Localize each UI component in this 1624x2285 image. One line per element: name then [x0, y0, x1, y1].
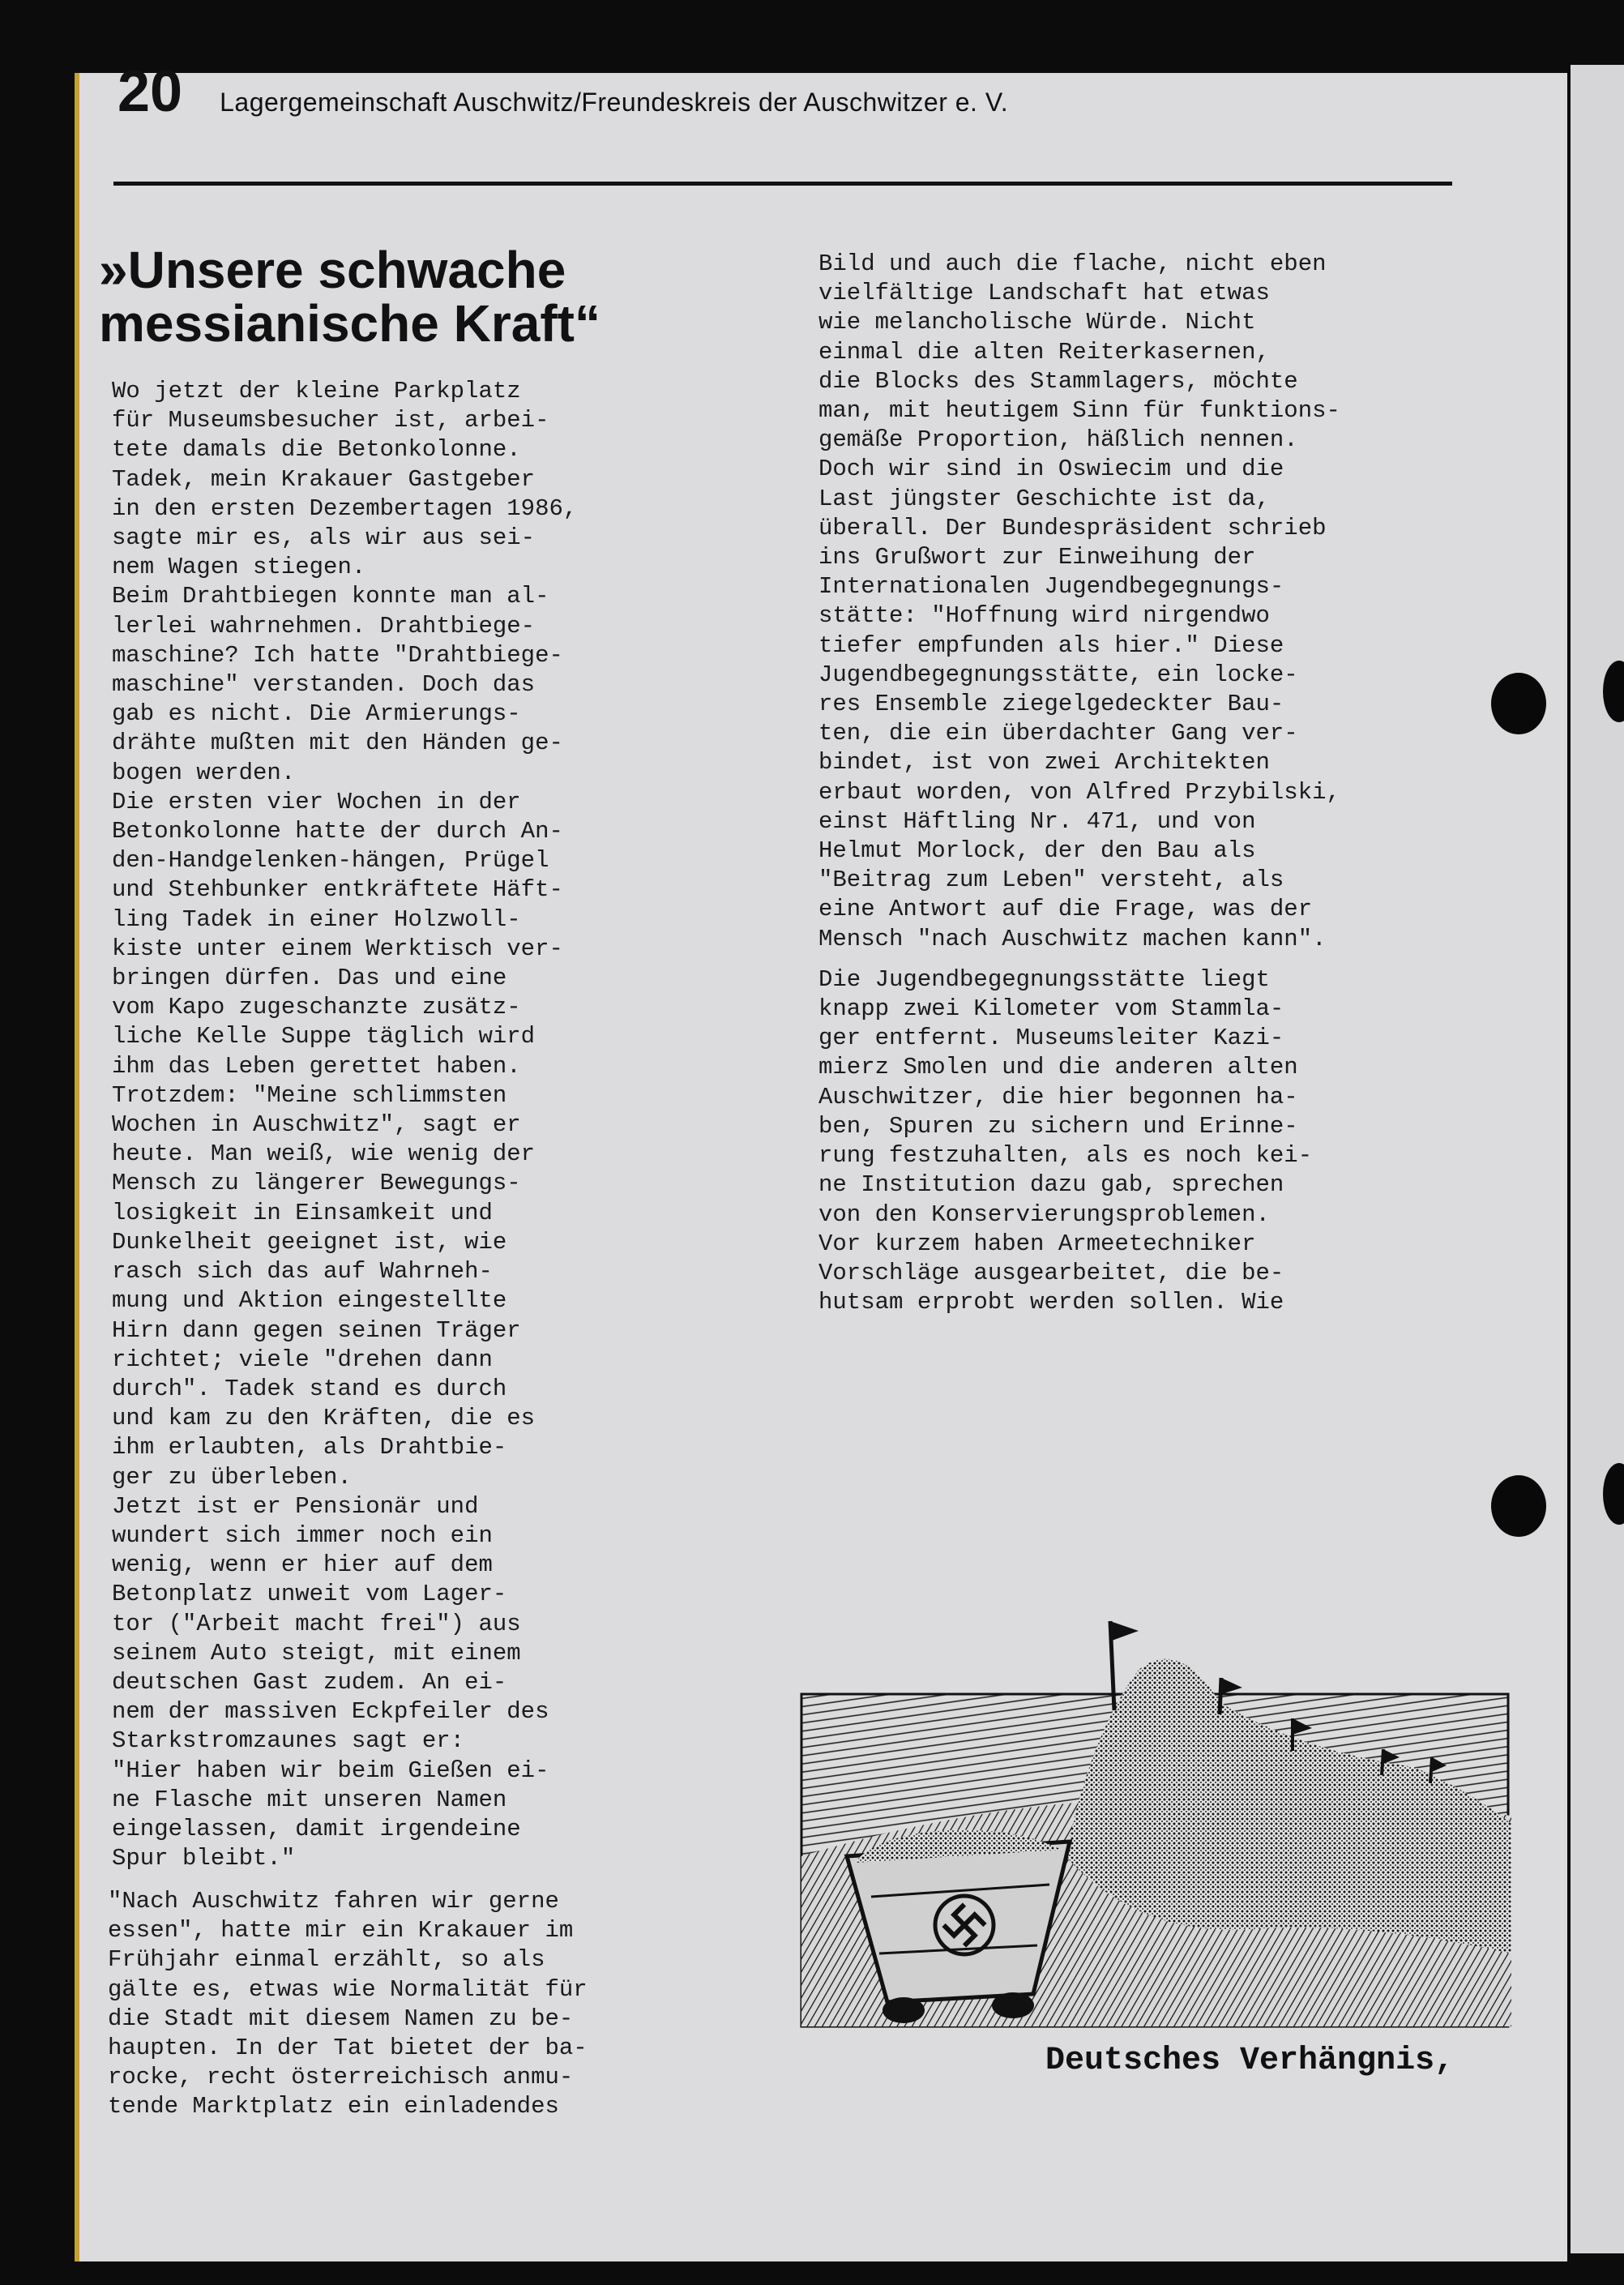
text-line: kiste unter einem Werktisch ver- — [112, 935, 563, 962]
text-line: mung und Aktion eingestellte — [112, 1287, 507, 1315]
text-line: vom Kapo zugeschanzte zusätz- — [112, 994, 521, 1021]
text-line: Die Jugendbegegnungsstätte liegt — [818, 965, 1270, 993]
text-line: wundert sich immer noch ein — [112, 1521, 493, 1549]
text-line: sagte mir es, als wir aus sei- — [112, 524, 536, 552]
article-title — [99, 241, 763, 353]
punch-hole — [1491, 673, 1546, 734]
text-line: essen", hatte mir ein Krakauer im — [108, 1917, 574, 1945]
adjacent-page-edge — [1571, 65, 1624, 2253]
page-number: 20 — [118, 59, 183, 124]
text-line: ihm das Leben gerettet haben. — [112, 1052, 521, 1080]
text-line: Wochen in Auschwitz", sagt er — [112, 1111, 521, 1139]
text-line: tende Marktplatz ein einladendes — [108, 2093, 559, 2120]
text-line: bogen werden. — [112, 759, 296, 786]
text-line: einmal die alten Reiterkasernen, — [818, 338, 1270, 366]
text-line: und Stehbunker entkräftete Häft- — [112, 876, 563, 904]
publisher-name: Lagergemeinschaft Auschwitz/Freundeskreis der Auschwitzer e. V. — [220, 88, 1009, 117]
text-line: "Hier haben wir beim Gießen ei- — [112, 1757, 549, 1784]
text-line: richtet; viele "drehen dann — [112, 1346, 493, 1373]
text-line: Bild und auch die flache, nicht eben — [818, 250, 1327, 277]
text-line: Jugendbegegnungsstätte, ein locke- — [818, 661, 1298, 688]
text-line: in den ersten Dezembertagen 1986, — [112, 494, 578, 522]
left-column-continued-text — [108, 1887, 588, 2122]
text-line: einst Häftling Nr. 471, und von — [818, 807, 1256, 835]
text-line: und kam zu den Kräften, die es — [112, 1405, 536, 1432]
text-line: ling Tadek in einer Holzwoll- — [112, 905, 521, 933]
text-line: nem der massiven Eckpfeiler des — [112, 1698, 549, 1726]
text-line: Internationalen Jugendbegegnungs- — [818, 573, 1284, 601]
text-line: gemäße Proportion, häßlich nennen. — [818, 426, 1298, 454]
text-line: rung festzuhalten, als es noch kei- — [818, 1142, 1313, 1170]
title-line-1: »Unsere schwache — [99, 241, 566, 299]
text-line: Betonplatz unweit vom Lager- — [112, 1581, 507, 1608]
text-line: eine Antwort auf die Frage, was der — [818, 896, 1313, 923]
text-line: "Beitrag zum Leben" versteht, als — [818, 867, 1284, 894]
text-line: haupten. In der Tat bietet der ba- — [108, 2035, 588, 2062]
text-line: Trotzdem: "Meine schlimmsten — [112, 1081, 507, 1109]
text-line: tor ("Arbeit macht frei") aus — [112, 1610, 521, 1637]
text-line: nem Wagen stiegen. — [112, 554, 366, 581]
text-line: lerlei wahrnehmen. Drahtbiege- — [112, 612, 536, 640]
text-line: die Blocks des Stammlagers, möchte — [818, 367, 1298, 395]
punch-hole — [1491, 1475, 1546, 1537]
text-line: tiefer empfunden als hier." Diese — [818, 631, 1284, 659]
text-line: Spur bleibt." — [112, 1845, 296, 1872]
text-line: Betonkolonne hatte der durch An- — [112, 818, 563, 845]
text-line: rocke, recht österreichisch anmu- — [108, 2064, 574, 2091]
text-line: erbaut worden, von Alfred Przybilski, — [818, 778, 1340, 806]
text-line: ihm erlaubten, als Drahtbie- — [112, 1434, 507, 1461]
text-line: vielfältige Landschaft hat etwas — [818, 280, 1270, 307]
text-line: Auschwitzer, die hier begonnen ha- — [818, 1083, 1298, 1110]
text-line: von den Konservierungsproblemen. — [818, 1200, 1270, 1228]
text-line: wie melancholische Würde. Nicht — [818, 309, 1256, 336]
text-line: eingelassen, damit irgendeine — [112, 1815, 521, 1842]
running-header — [118, 58, 1455, 125]
text-line: ger zu überleben. — [112, 1463, 352, 1491]
text-line: stätte: "Hoffnung wird nirgendwo — [818, 602, 1270, 630]
text-line: losigkeit in Einsamkeit und — [112, 1199, 493, 1226]
left-column-text — [112, 377, 577, 1873]
text-line: Beim Drahtbiegen konnte man al- — [112, 583, 549, 610]
text-line: Helmut Morlock, der den Bau als — [818, 837, 1256, 865]
illustration-caption: Deutsches Verhängnis, — [1045, 2043, 1455, 2079]
right-column-text — [818, 250, 1340, 1317]
text-line: den-Handgelenken-hängen, Prügel — [112, 847, 549, 875]
text-line: ben, Spuren zu sichern und Erinne- — [818, 1112, 1298, 1140]
text-line: Doch wir sind in Oswiecim und die — [818, 456, 1284, 483]
text-line: durch". Tadek stand es durch — [112, 1375, 507, 1402]
text-line: rasch sich das auf Wahrneh- — [112, 1258, 493, 1286]
illustration-rail-cart-drawing — [798, 1613, 1511, 2035]
text-line: Vorschläge ausgearbeitet, die be- — [818, 1259, 1284, 1286]
text-line: knapp zwei Kilometer vom Stammla- — [818, 995, 1284, 1023]
text-line: liche Kelle Suppe täglich wird — [112, 1023, 536, 1051]
text-line: gälte es, etwas wie Normalität für — [108, 1975, 588, 2003]
text-line: Jetzt ist er Pensionär und — [112, 1492, 479, 1520]
text-line: drähte mußten mit den Händen ge- — [112, 730, 563, 757]
text-line: Last jüngster Geschichte ist da, — [818, 485, 1270, 512]
text-line: gab es nicht. Die Armierungs- — [112, 700, 521, 728]
text-line: mierz Smolen und die anderen alten — [818, 1054, 1298, 1081]
text-line: für Museumsbesucher ist, arbei- — [112, 407, 549, 434]
text-line: bringen dürfen. Das und eine — [112, 965, 507, 992]
text-line: man, mit heutigem Sinn für funktions- — [818, 397, 1340, 425]
text-line: Mensch zu längerer Bewegungs- — [112, 1170, 521, 1197]
text-line: "Nach Auschwitz fahren wir gerne — [108, 1888, 559, 1915]
text-line: heute. Man weiß, wie wenig der — [112, 1140, 536, 1168]
text-line: Hirn dann gegen seinen Träger — [112, 1316, 521, 1344]
text-line: ten, die ein überdachter Gang ver- — [818, 720, 1298, 747]
text-line: ne Institution dazu gab, sprechen — [818, 1171, 1284, 1199]
text-line: maschine" verstanden. Doch das — [112, 671, 536, 699]
text-line: Tadek, mein Krakauer Gastgeber — [112, 465, 536, 493]
text-line: Frühjahr einmal erzählt, so als — [108, 1946, 545, 1974]
text-line: tete damals die Betonkolonne. — [112, 436, 521, 464]
text-line: Dunkelheit geeignet ist, wie — [112, 1228, 507, 1256]
text-line: res Ensemble ziegelgedeckter Bau- — [818, 691, 1284, 718]
text-line: Starkstromzaunes sagt er: — [112, 1727, 465, 1755]
text-line: maschine? Ich hatte "Drahtbiege- — [112, 641, 563, 669]
text-line: wenig, wenn er hier auf dem — [112, 1551, 493, 1579]
text-line: hutsam erprobt werden sollen. Wie — [818, 1289, 1284, 1316]
text-line: Mensch "nach Auschwitz machen kann". — [818, 925, 1327, 952]
text-line: ins Grußwort zur Einweihung der — [818, 544, 1256, 571]
text-line: ger entfernt. Museumsleiter Kazi- — [818, 1025, 1284, 1052]
header-rule — [113, 182, 1452, 186]
text-line: Wo jetzt der kleine Parkplatz — [112, 378, 521, 404]
text-line: Vor kurzem haben Armeetechniker — [818, 1230, 1256, 1257]
text-line: ne Flasche mit unseren Namen — [112, 1786, 507, 1813]
text-line: seinem Auto steigt, mit einem — [112, 1639, 521, 1667]
text-line: Die ersten vier Wochen in der — [112, 788, 521, 815]
text-line: überall. Der Bundespräsident schrieb — [818, 514, 1327, 541]
title-line-2: messianische Kraft“ — [99, 294, 600, 353]
text-line: die Stadt mit diesem Namen zu be- — [108, 2005, 574, 2032]
text-line: deutschen Gast zudem. An ei- — [112, 1668, 507, 1696]
text-line: bindet, ist von zwei Architekten — [818, 749, 1270, 777]
